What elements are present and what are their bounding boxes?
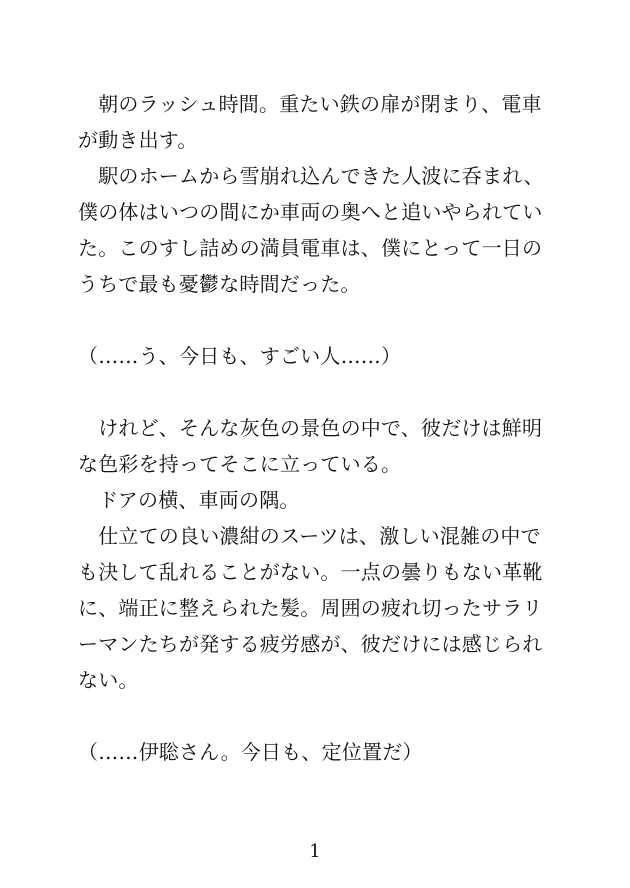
text-line: も決して乱れることがない。一点の曇りもない革靴 bbox=[78, 560, 543, 584]
text-line: うちで最も憂鬱な時間だった。 bbox=[78, 272, 361, 296]
text-line: 朝のラッシュ時間。重たい鉄の扉が閉まり、電車 bbox=[78, 92, 542, 116]
blank-line bbox=[78, 698, 560, 734]
body-text bbox=[78, 86, 560, 770]
text-line: な色彩を持ってそこに立っている。 bbox=[78, 452, 402, 476]
text-line: ドアの横、車両の隅。 bbox=[78, 488, 300, 512]
text-line: 駅のホームから雪崩れ込んできた人波に呑まれ、 bbox=[78, 164, 544, 188]
text-line: （……う、今日も、すごい人……） bbox=[78, 344, 402, 368]
blank-line bbox=[78, 374, 560, 410]
text-line: に、端正に整えられた髪。周囲の疲れ切ったサラリ bbox=[78, 596, 543, 620]
text-line: が動き出す。 bbox=[78, 128, 198, 152]
text-line: ない。 bbox=[78, 668, 139, 692]
text-line: 仕立ての良い濃紺のスーツは、激しい混雑の中で bbox=[78, 524, 541, 548]
page-number: 1 bbox=[309, 841, 321, 862]
blank-line bbox=[78, 302, 560, 338]
text-line: ーマンたちが発する疲労感が、彼だけには感じられ bbox=[78, 632, 543, 656]
text-line: た。このすし詰めの満員電車は、僕にとって一日の bbox=[78, 236, 543, 260]
text-line: 僕の体はいつの間にか車両の奥へと追いやられてい bbox=[78, 200, 543, 224]
text-line: （……伊聡さん。今日も、定位置だ） bbox=[78, 740, 423, 764]
text-line: けれど、そんな灰色の景色の中で、彼だけは鮮明 bbox=[78, 416, 543, 440]
